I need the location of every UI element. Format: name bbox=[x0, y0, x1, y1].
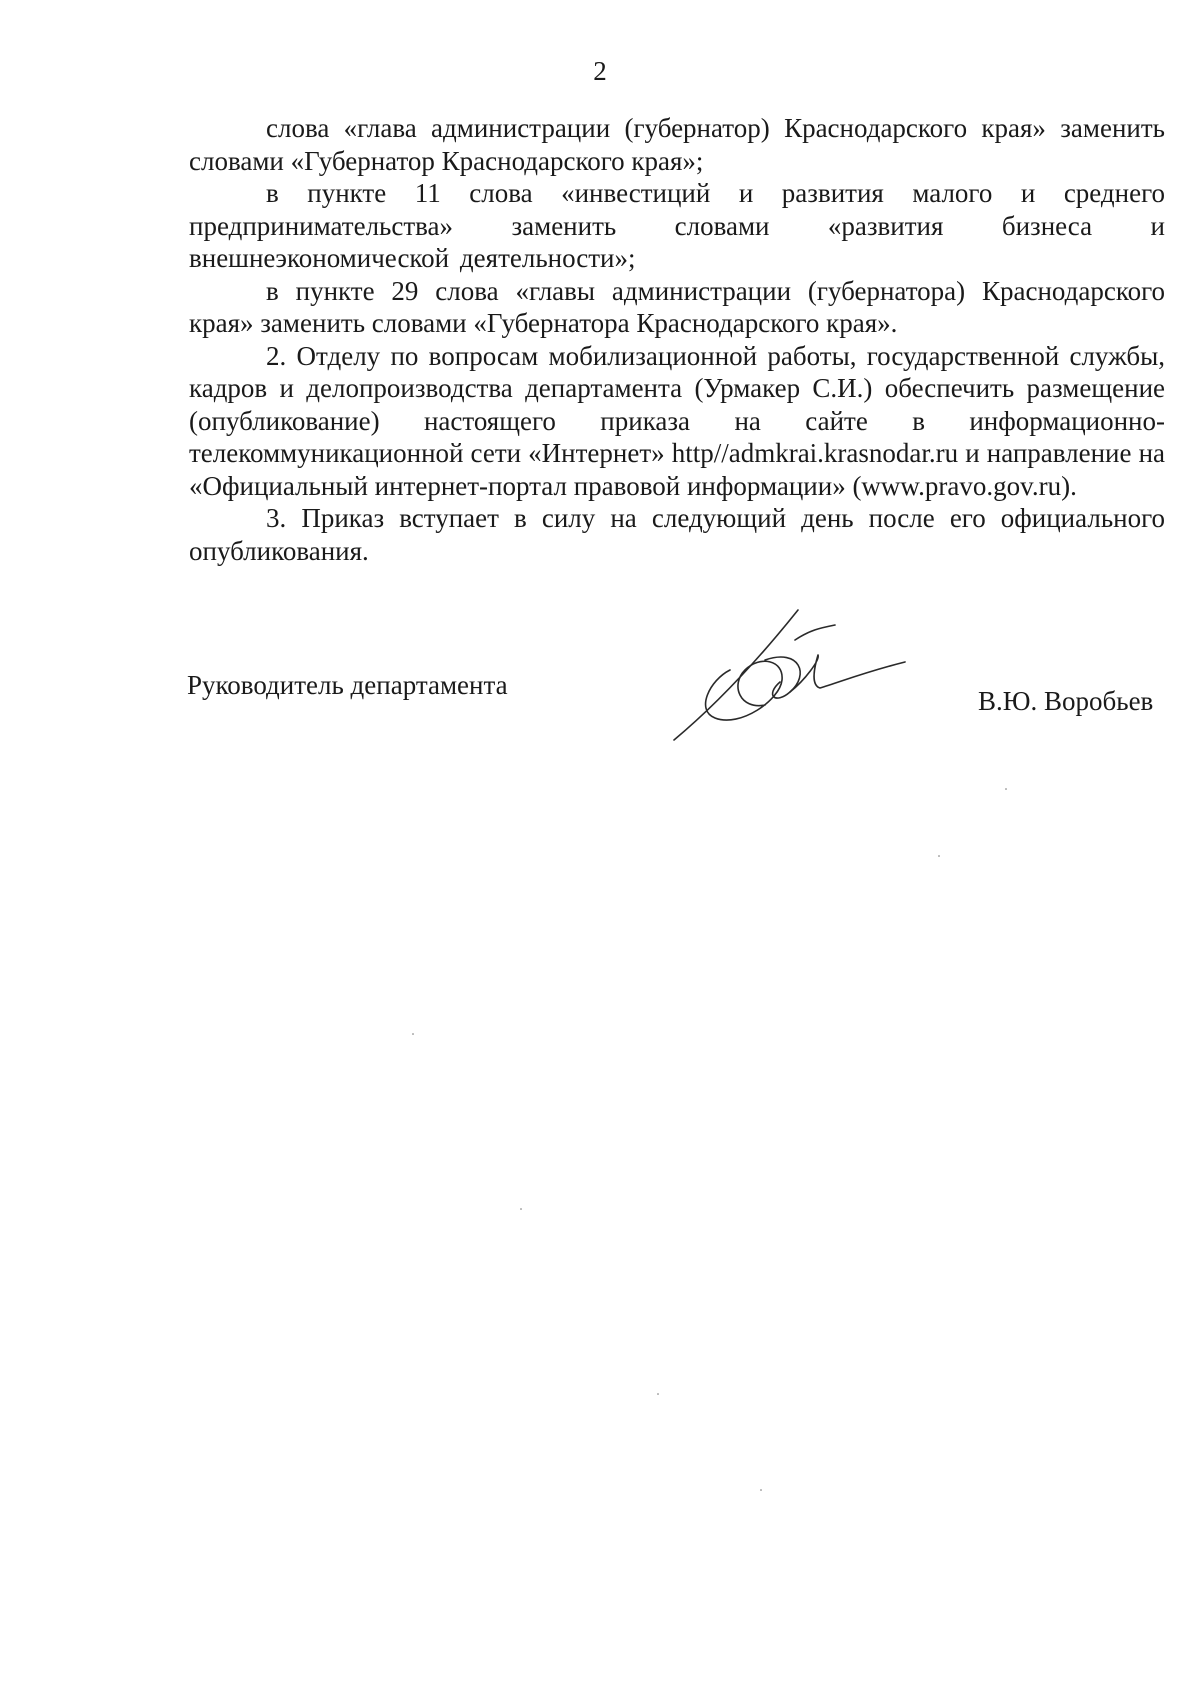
scan-speck bbox=[1005, 788, 1007, 790]
signatory-name: В.Ю. Воробьев bbox=[978, 686, 1154, 716]
handwritten-signature bbox=[670, 600, 910, 750]
scan-speck bbox=[520, 1208, 522, 1210]
page-number: 2 bbox=[593, 56, 607, 86]
paragraph-item-29: в пункте 29 слова «главы администрации (губернатора) Краснодарского края» заменить словами «Губернатора Краснодарского края». bbox=[189, 275, 1165, 338]
scan-speck bbox=[412, 1033, 414, 1035]
paragraph-clause-2: 2. Отделу по вопросам мобилизационной работы, государственной службы, кадров и делопроизводства департамента (Урмакер С.И.) обеспечить размещение (опубликование) настоящего приказа на сайте в информационно-телекоммуникационной сети «Интернет» http//admkrai.krasnodar.ru и направление на «Официальный интернет-портал правовой информации» (www.pravo.gov.ru). bbox=[189, 340, 1165, 501]
scan-speck bbox=[938, 855, 940, 857]
scan-speck bbox=[760, 1489, 762, 1491]
scan-speck bbox=[657, 1393, 659, 1395]
paragraph-replace-head-title: слова «глава администрации (губернатор) Краснодарского края» заменить словами «Губернатор Краснодарского края»; bbox=[189, 113, 1165, 176]
document-body bbox=[189, 112, 1165, 567]
paragraph-clause-3: 3. Приказ вступает в силу на следующий день после его официального опубликования. bbox=[189, 503, 1165, 566]
paragraph-item-11: в пункте 11 слова «инвестиций и развития малого и среднего предпринимательства» заменить словами «развития бизнеса и внешнеэкономической деятельности»; bbox=[189, 178, 1165, 273]
signatory-role: Руководитель департамента bbox=[187, 670, 508, 700]
